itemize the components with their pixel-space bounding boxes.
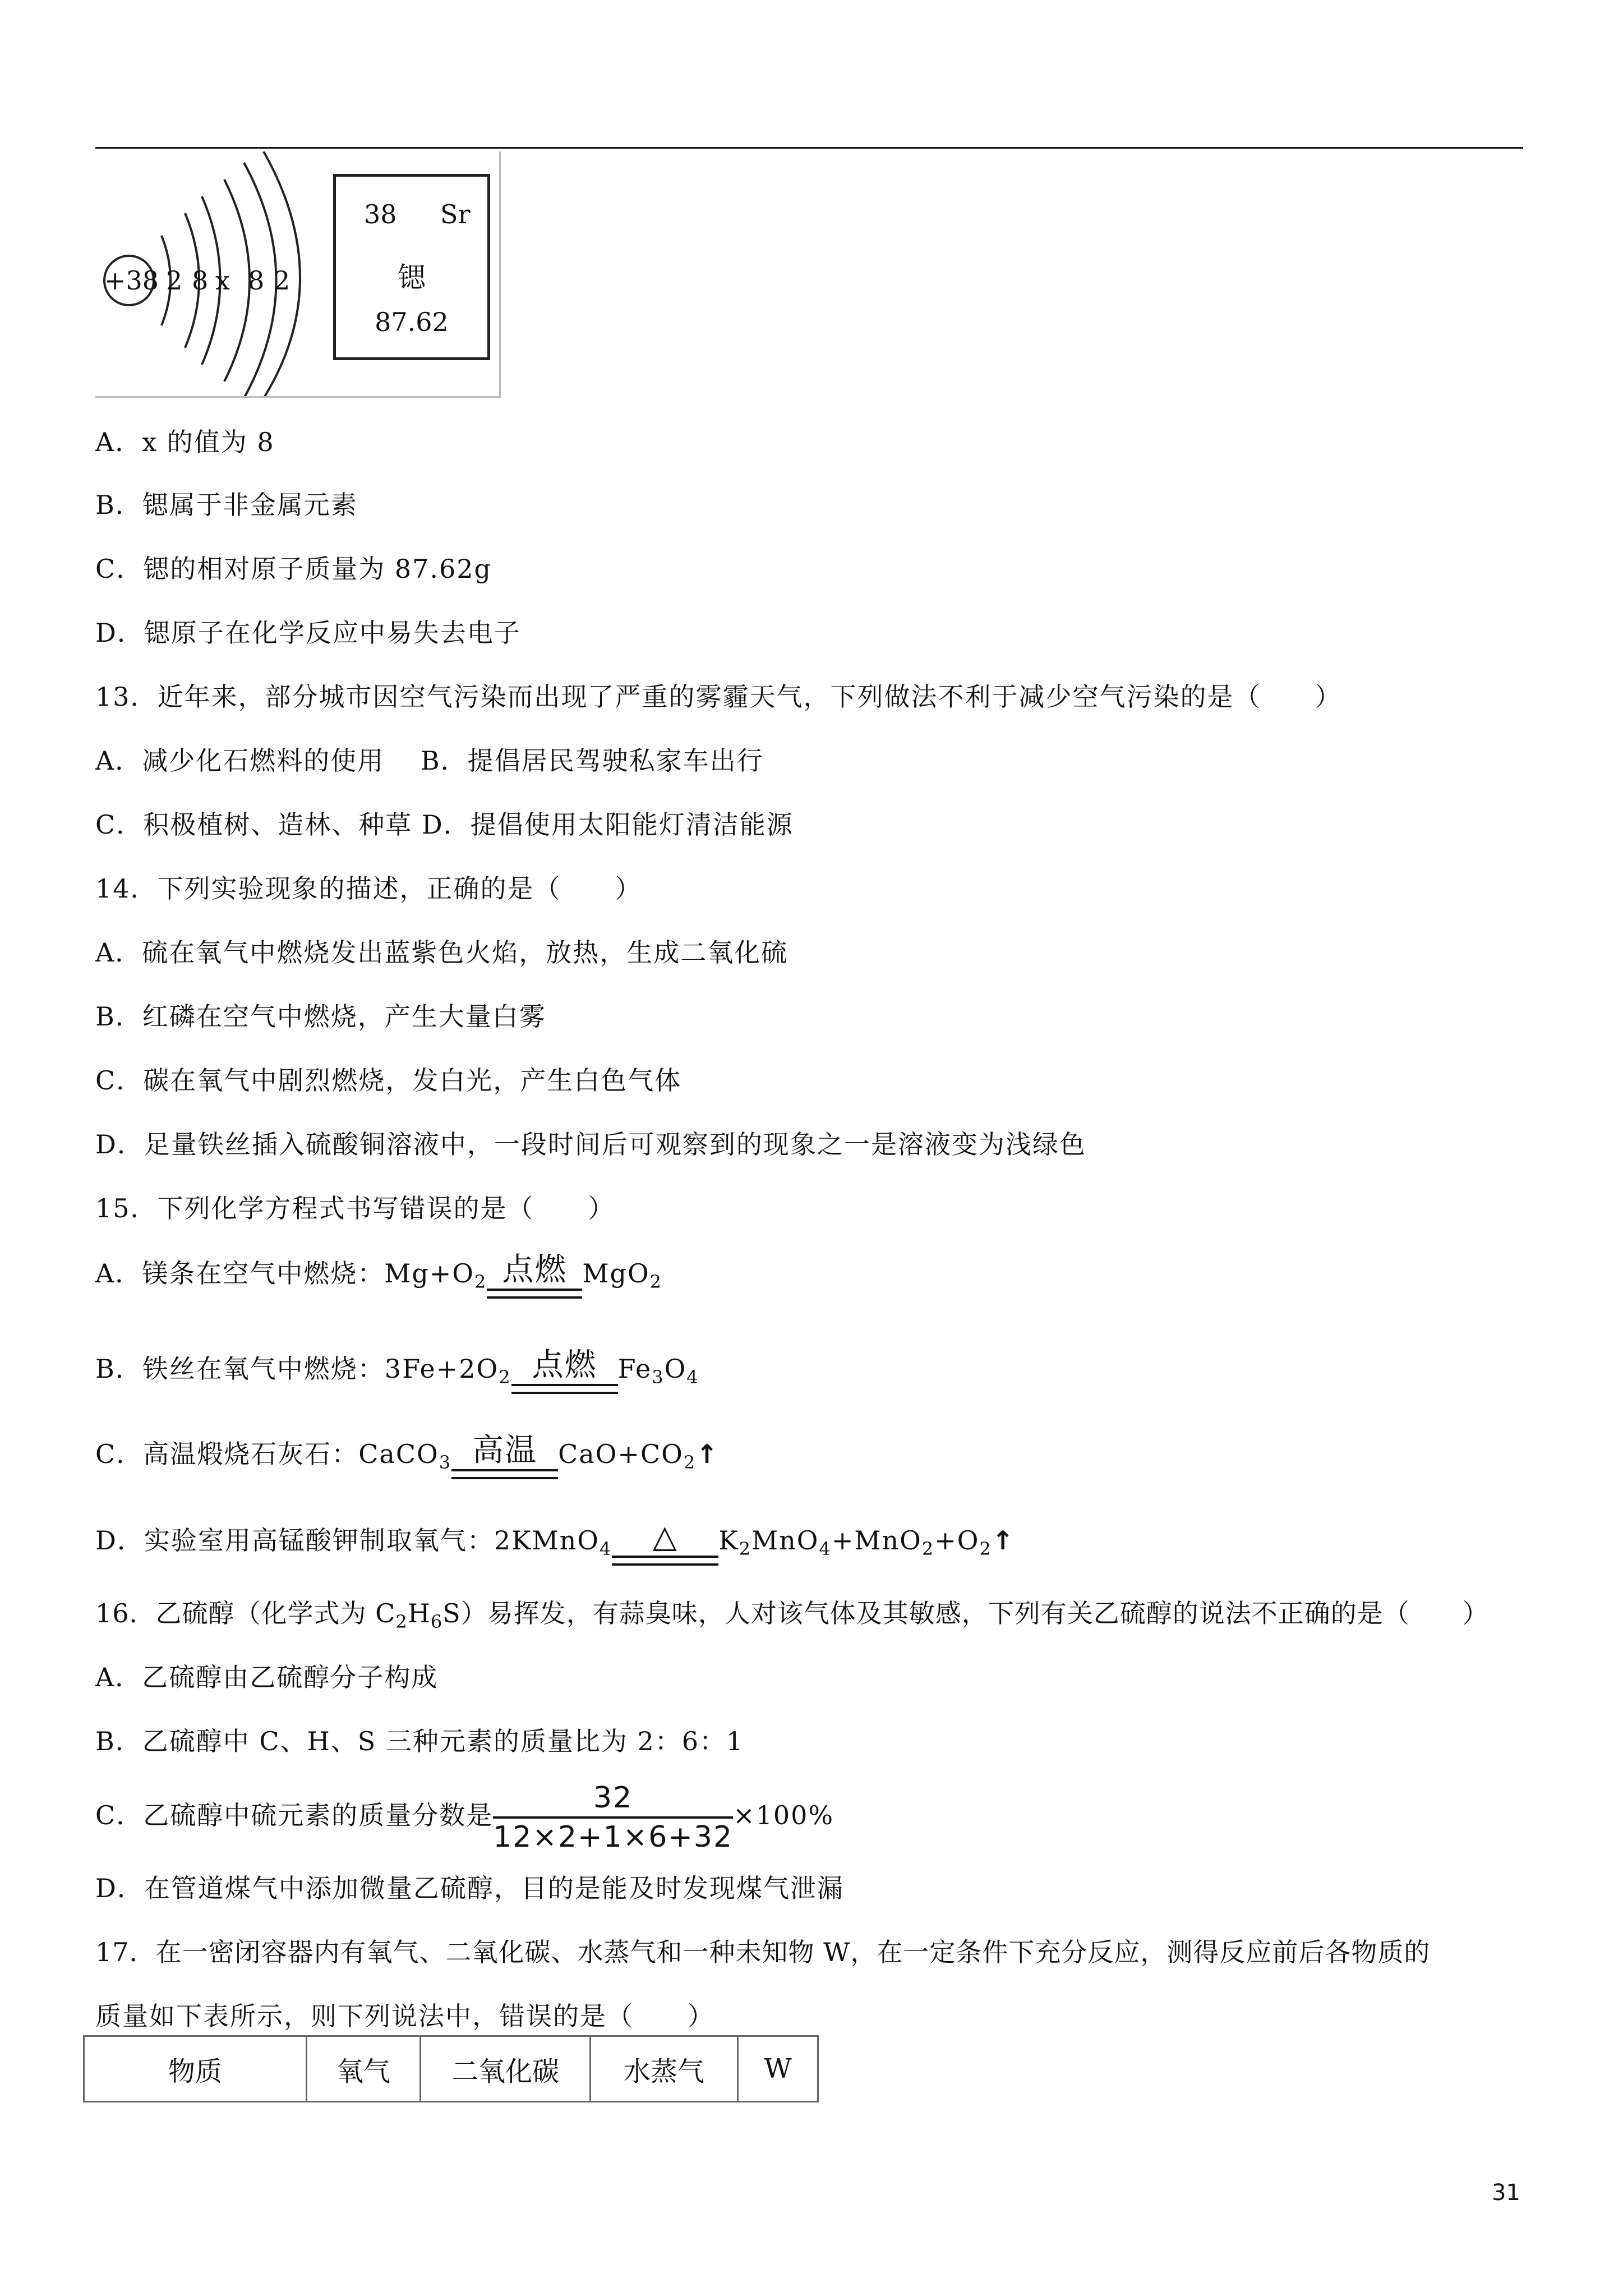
q15-d-reaction-condition: △: [612, 1520, 718, 1566]
shell-5-count: 2: [274, 265, 291, 296]
q17-stem-line-1: 17．在一密闭容器内有氧气、二氧化碳、水蒸气和一种未知物 W，在一定条件下充分反应，测得反应前后各物质的: [95, 1937, 1431, 1967]
q15-b-reactants: B．铁丝在氧气中燃烧：3Fe+2O: [95, 1354, 499, 1384]
table-header-cell: 物质: [84, 2036, 307, 2102]
element-atomic-number: 38: [364, 199, 397, 229]
table-header-cell: 水蒸气: [591, 2036, 738, 2102]
element-name: 锶: [398, 261, 426, 294]
q15-d-reactants: D．实验室用高锰酸钾制取氧气：2KMnO: [95, 1525, 600, 1556]
nucleus-label: +38: [104, 265, 159, 296]
q15-option-c: C．高温煅烧石灰石：CaCO$_3$ 高温 $CaO+CO_2↑$: [95, 1415, 719, 1493]
q15-c-reactants: C．高温煅烧石灰石：CaCO: [95, 1439, 439, 1469]
q12-option-d: D．锶原子在化学反应中易失去电子: [95, 618, 521, 648]
header-rule: [95, 147, 1523, 149]
figure-frame-bottom: [95, 396, 500, 398]
q15-option-b: B．铁丝在氧气中燃烧：$3Fe+2O_2$ 点燃 $Fe_3O_4$: [95, 1329, 699, 1408]
q16-option-c: C．乙硫醇中硫元素的质量分数是 $\frac{32}{12\times 2+1\times 6+32}$ ×100%: [95, 1770, 834, 1860]
table-header-cell: 氧气: [307, 2036, 421, 2102]
table-row: [84, 2036, 818, 2102]
q15-stem: 15．下列化学方程式书写错误的是（ ）: [95, 1193, 615, 1223]
q16-option-a: A．乙硫醇由乙硫醇分子构成: [95, 1662, 439, 1692]
q14-option-d: D．足量铁丝插入硫酸铜溶液中，一段时间后可观察到的现象之一是溶液变为浅绿色: [95, 1129, 1086, 1159]
element-symbol: Sr: [440, 199, 471, 229]
q15-option-a: A．镁条在空气中燃烧：$Mg+O_2$ 点燃 MgO$_2$: [95, 1234, 662, 1313]
q16-option-d: D．在管道煤气中添加微量乙硫醇，目的是能及时发现煤气泄漏: [95, 1873, 844, 1903]
element-cell: [333, 174, 490, 360]
figure-frame-right: [499, 151, 501, 398]
mass-fraction: [493, 1779, 733, 1856]
q14-option-b: B．红磷在空气中燃烧，产生大量白雾: [95, 1001, 546, 1032]
q15-b-reaction-condition: 点燃: [511, 1348, 618, 1394]
q15-c-reaction-condition: 高温: [451, 1433, 558, 1479]
table-header-cell: 二氧化碳: [421, 2036, 591, 2102]
fraction-numerator: 32: [493, 1779, 733, 1819]
q12-option-b: B．锶属于非金属元素: [95, 490, 358, 520]
q14-option-c: C．碳在氧气中剧烈燃烧，发白光，产生白色气体: [95, 1065, 682, 1096]
element-atomic-mass: 87.62: [375, 307, 449, 337]
gas-arrow-icon: ↑: [696, 1439, 719, 1469]
shell-1-count: 2: [166, 265, 183, 296]
q15-a-reaction-condition: 点燃: [487, 1253, 582, 1299]
page-number: 31: [1492, 2180, 1520, 2206]
q17-stem-line-2: 质量如下表所示，则下列说法中，错误的是（ ）: [95, 2001, 714, 2031]
shell-2-count: 8: [192, 265, 209, 296]
shell-4-count: 8: [248, 265, 265, 296]
fraction-denominator: 12×2+1×6+32: [493, 1820, 734, 1854]
table-header-cell: W: [738, 2036, 818, 2102]
shell-3-count: x: [215, 265, 230, 296]
q15-a-reactants: A．镁条在空气中燃烧：Mg+O: [95, 1258, 475, 1289]
q16-stem: 16．乙硫醇（化学式为 $C_2H_6S$）易挥发，有蒜臭味，人对该气体及其敏感，下列有关乙硫醇的说法不正确的是（ ）: [95, 1598, 1489, 1632]
q14-stem: 14．下列实验现象的描述，正确的是（ ）: [95, 873, 642, 904]
q12-option-a: A．x 的值为 8: [95, 427, 275, 457]
q15-option-d: D．实验室用高锰酸钾制取氧气：2KMnO$_4$ △ $K_2MnO_4+MnO_2+O_2↑$: [95, 1501, 1015, 1580]
q13-options-row-1: A．减少化石燃料的使用 B．提倡居民驾驶私家车出行: [95, 746, 764, 776]
q12-option-c: C．锶的相对原子质量为 87.62g: [95, 554, 492, 584]
q13-options-row-2: C．积极植树、造林、种草 D．提倡使用太阳能灯清洁能源: [95, 809, 794, 840]
gas-arrow-icon: ↑: [992, 1525, 1015, 1556]
q16-option-b: B．乙硫醇中 C、H、S 三种元素的质量比为 2：6：1: [95, 1726, 744, 1756]
q17-mass-table: [83, 2035, 819, 2102]
q14-option-a: A．硫在氧气中燃烧发出蓝紫色火焰，放热，生成二氧化硫: [95, 937, 789, 968]
strontium-figure: [95, 151, 510, 398]
q13-stem: 13．近年来，部分城市因空气污染而出现了严重的雾霾天气，下列做法不利于减少空气污染的是（ ）: [95, 682, 1342, 712]
